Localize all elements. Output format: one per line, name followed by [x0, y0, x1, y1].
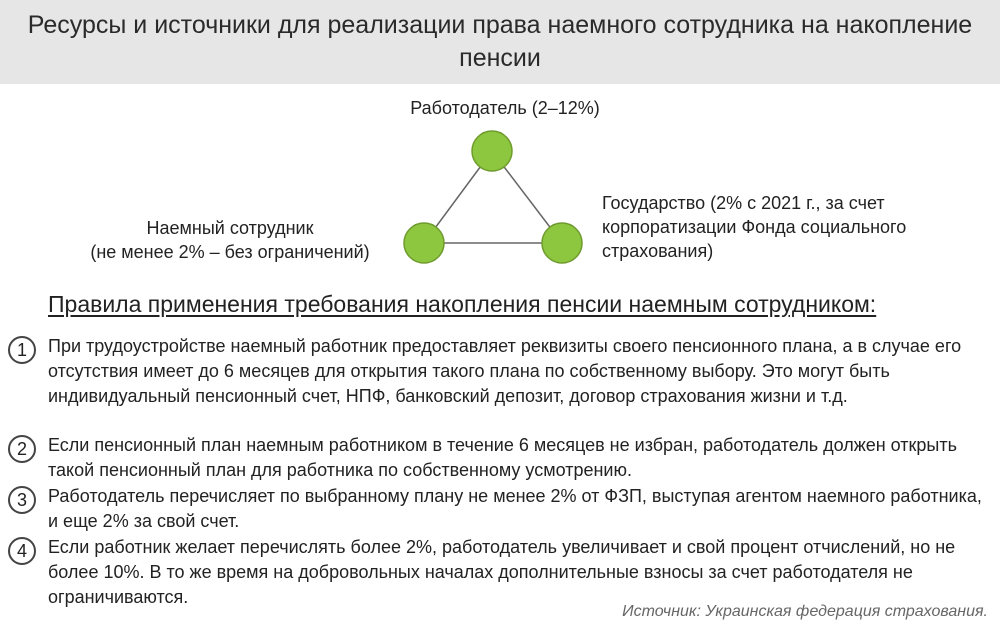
state-label-line3: страхования): [602, 241, 714, 261]
state-label-line1: Государство (2% с 2021 г., за счет: [602, 193, 885, 213]
source-note: Источник: Украинская федерация страхования.: [622, 603, 988, 620]
rule-number-badge: 4: [8, 537, 36, 565]
state-label-line2: корпоратизации Фонда социального: [602, 217, 907, 237]
node-employer: [472, 131, 512, 171]
triangle-diagram: [0, 84, 1000, 284]
page-title: Ресурсы и источники для реализации права наемного сотрудника на накопление пенсии: [27, 11, 973, 72]
rule-text: Работодатель перечисляет по выбранному плану не менее 2% от ФЗП, выступая агентом наемного работника, и еще 2% за свой счет.: [48, 486, 982, 531]
rule-number-badge: 2: [8, 435, 36, 463]
employee-label-line1: Наемный сотрудник: [146, 218, 314, 238]
employee-label: [60, 216, 400, 264]
rule-number-badge: 1: [8, 336, 36, 364]
rule-text: Если работник желает перечислять более 2%, работодатель увеличивает и свой процент отчислений, но не более 10%. В то же время на добровольных началах дополнительные взносы за счет работодателя не ограничиваются.: [48, 537, 956, 607]
node-state: [542, 223, 582, 263]
rule-text: Если пенсионный план наемным работником в течение 6 месяцев не избран, работодатель должен открыть такой пенсионный план для работника по собственному усмотрению.: [48, 435, 957, 480]
node-employee: [404, 223, 444, 263]
employee-label-line2: (не менее 2% – без ограничений): [90, 242, 370, 262]
state-label: [602, 191, 992, 263]
employer-label: Работодатель (2–12%): [410, 98, 600, 118]
rule-number-badge: 3: [8, 486, 36, 514]
header-banner: [0, 0, 1000, 84]
rule-text: При трудоустройстве наемный работник предоставляет реквизиты своего пенсионного плана, а в случае его отсутствия имеет до 6 месяцев для открытия такого плана по собственному выбору. Это могут быть индивидуальный пенсионный счет, НПФ, банковский депозит, договор страхования жизни и т.д.: [48, 336, 962, 406]
rules-heading: Правила применения требования накопления пенсии наемным сотрудником:: [48, 291, 877, 317]
